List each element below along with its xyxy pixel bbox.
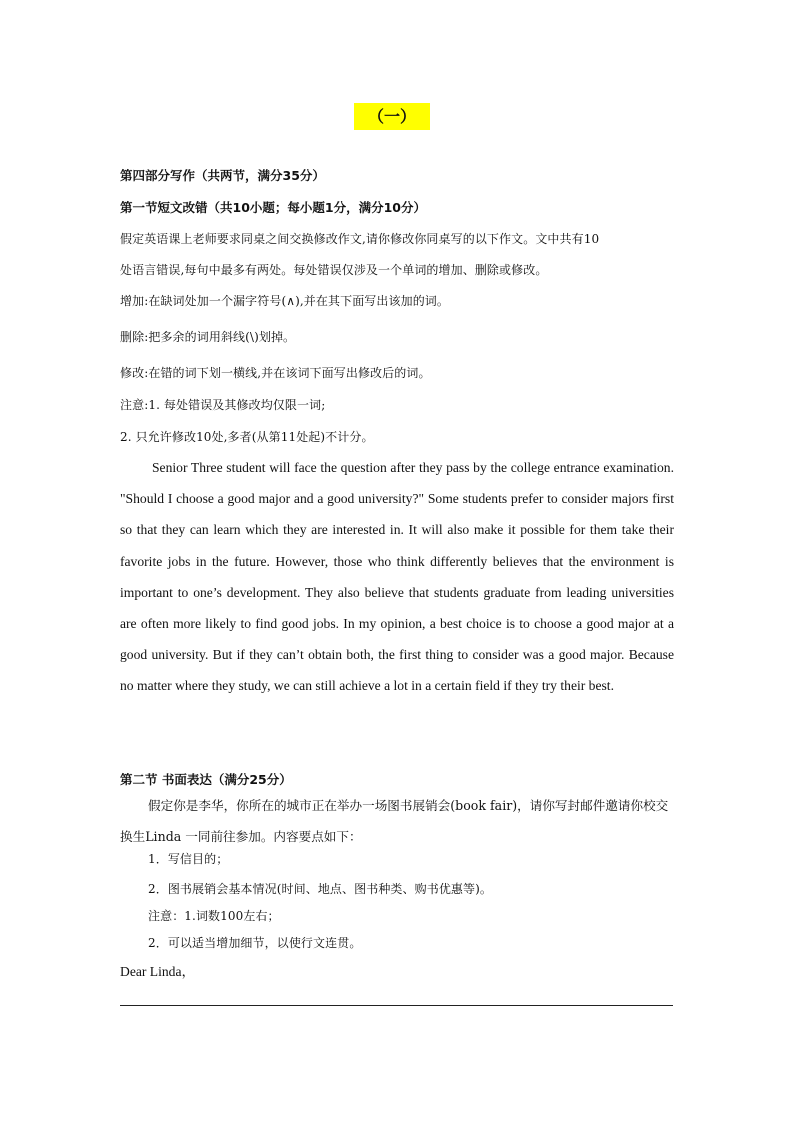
instruction-modify: 修改:在错的词下划一横线,并在该词下面写出修改后的词。: [120, 366, 431, 380]
part4-heading: 第四部分写作（共两节，满分35分）: [120, 168, 325, 183]
section-title-badge: （一）: [354, 103, 430, 130]
note-1: 注意：1.词数100左右；: [148, 909, 280, 923]
point-1: 1．写信目的；: [148, 852, 229, 866]
section1-heading: 第一节短文改错（共10小题；每小题1分，满分10分）: [120, 200, 426, 215]
answer-line: [120, 1005, 673, 1006]
instruction-add: 增加:在缺词处加一个漏字符号(∧),并在其下面写出该加的词。: [120, 294, 450, 308]
instruction-line-1: 假定英语课上老师要求同桌之间交换修改作文,请你修改你同桌写的以下作文。文中共有10: [120, 232, 600, 246]
writing-prompt-text: 假定你是李华，你所在的城市正在举办一场图书展销会(book fair)，请你写封邮件邀请你校交换生Linda 一同前往参加。内容要点如下：: [120, 798, 669, 844]
essay-text: Senior Three student will face the question after they pass by the college entrance examination. "Should I choose a good major and a good university?" Some students prefer to consider majors first so that they can learn which they are interested in. It will also make it possible for them take their favorite jobs in the future. However, those who think differently believes that the environment is important to one’s development. They also believe that students graduate from leading universities are often more likely to find good jobs. In my opinion, a best choice is to choose a good major at a good university. But if they can’t obtain both, the first thing to consider was a good major. Because no matter where they study, we can still achieve a lot in a certain field if they try their best.: [120, 460, 674, 694]
section2-heading: 第二节 书面表达（满分25分）: [120, 772, 292, 787]
instruction-note-1: 注意:1. 每处错误及其修改均仅限一词;: [120, 398, 326, 412]
writing-prompt: [120, 790, 676, 852]
point-2: 2．图书展销会基本情况(时间、地点、图书种类、购书优惠等)。: [148, 882, 493, 896]
note-2: 2．可以适当增加细节，以使行文连贯。: [148, 936, 362, 950]
salutation: Dear Linda，: [120, 964, 196, 979]
instruction-delete: 删除:把多余的词用斜线(\)划掉。: [120, 330, 296, 344]
error-correction-essay: [120, 452, 674, 702]
instruction-note-2: 2. 只允许修改10处,多者(从第11处起)不计分。: [120, 430, 374, 444]
instruction-line-2: 处语言错误,每句中最多有两处。每处错误仅涉及一个单词的增加、删除或修改。: [120, 263, 548, 277]
